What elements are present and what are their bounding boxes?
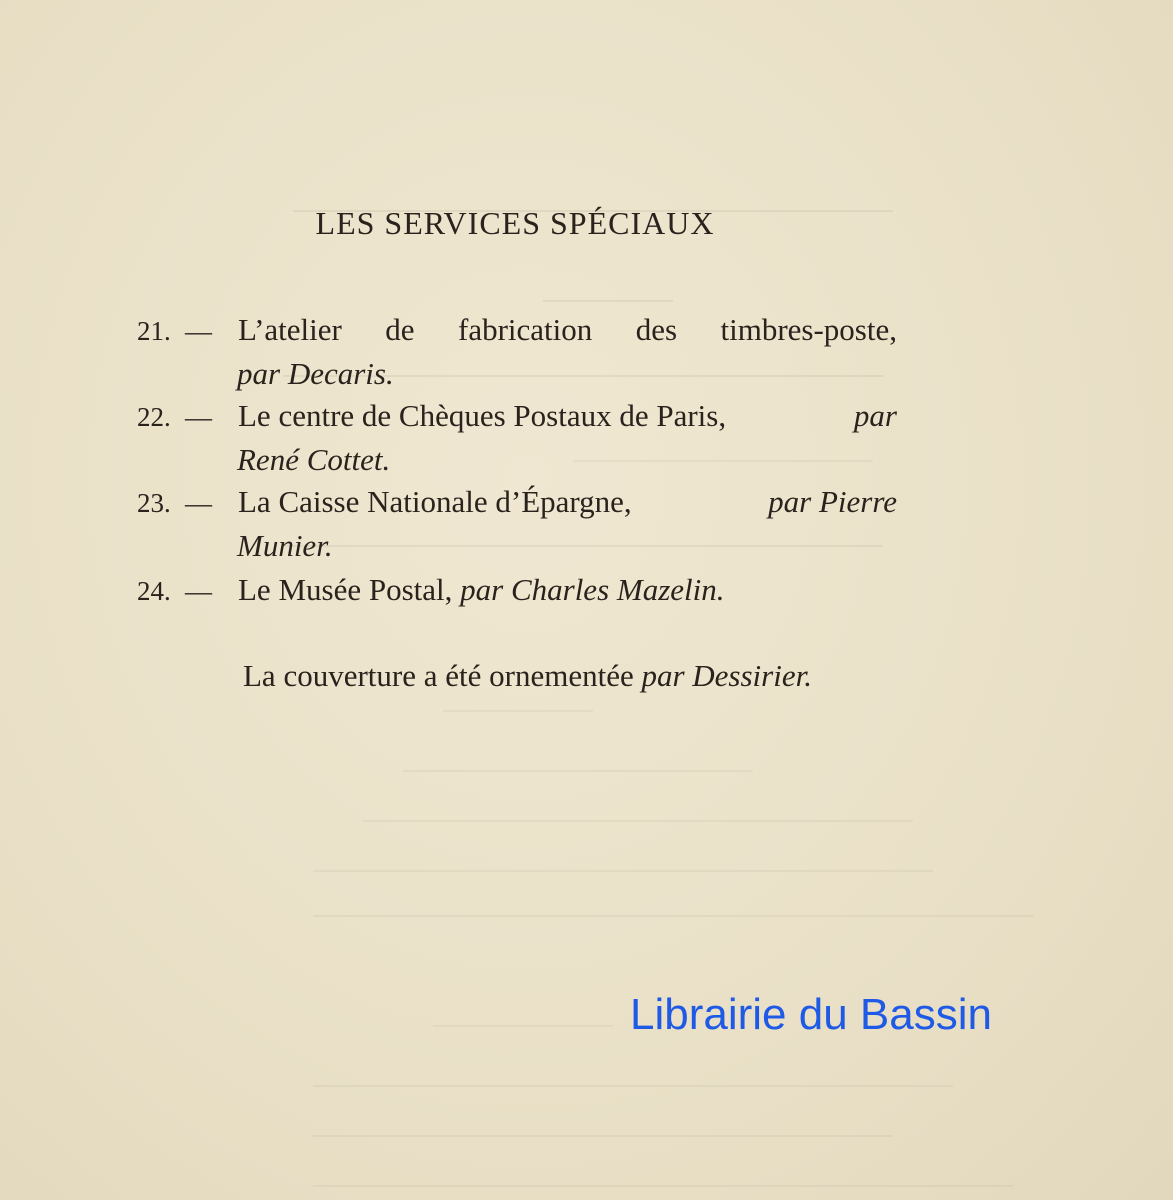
- seller-watermark: Librairie du Bassin: [630, 990, 992, 1039]
- cover-credit-text: La couverture a été ornementée: [243, 658, 634, 693]
- entry-dash: —: [185, 316, 212, 346]
- cover-credit-author: par Dessirier.: [641, 658, 812, 693]
- entry-number: 24.: [137, 576, 171, 606]
- entry-author-inline: par Pierre: [768, 484, 897, 519]
- entry-author-inline: par Charles Mazelin.: [460, 572, 725, 607]
- cover-credit: [243, 658, 893, 694]
- entry-title: Le centre de Chèques Postaux de Paris,: [238, 398, 727, 433]
- entry-number: 23.: [137, 488, 171, 518]
- entry-author-inline: par: [853, 398, 897, 433]
- entry-number: 21.: [137, 316, 171, 346]
- list-item: [137, 572, 897, 608]
- entry-title: L’atelier de fabrication des timbres-poste,: [238, 312, 897, 347]
- entry-dash: —: [185, 488, 212, 518]
- entry-dash: —: [185, 576, 212, 606]
- entry-title: Le Musée Postal,: [238, 572, 453, 607]
- entry-dash: —: [185, 402, 212, 432]
- entry-author: Munier.: [237, 528, 333, 563]
- list-item: [137, 312, 897, 392]
- entry-title: La Caisse Nationale d’Épargne,: [238, 484, 632, 519]
- list-item: [137, 484, 897, 564]
- section-heading: LES SERVICES SPÉCIAUX: [315, 205, 715, 241]
- entry-author: René Cottet.: [237, 442, 391, 477]
- entry-number: 22.: [137, 402, 171, 432]
- entry-author: par Decaris.: [237, 356, 394, 391]
- list-item: [137, 398, 897, 478]
